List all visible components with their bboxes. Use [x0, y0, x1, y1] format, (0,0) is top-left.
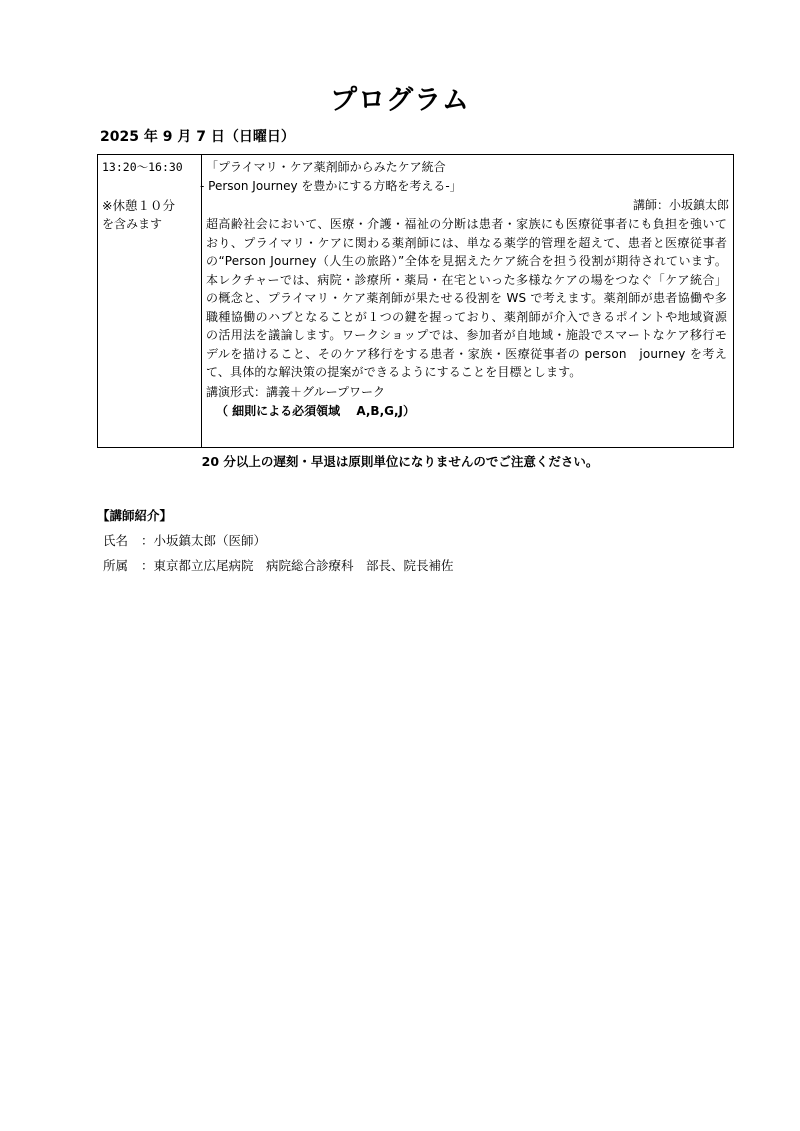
- lecture-subtitle: - Person Journey を豊かにする方略を考える-」: [200, 179, 462, 193]
- program-table: [97, 154, 734, 448]
- break-note-line1: ※休憩１０分: [102, 198, 175, 213]
- lecturer-credit: 講師：小坂鎮太郎: [632, 198, 729, 212]
- lecture-description: 超高齢社会において、医療・介護・福祉の分断は患者・家族にも医療従事者にも負担を強いており、プライマリ・ケアに関わる薬剤師には、単なる薬学的管理を超えて、患者と医療従事者の“Person Journey（人生の旅路）”全体を見据えたケア統合を担う役割が期待されています。本レクチャーでは、病院・診療所・薬局・在宅といった多様なケアの場をつなぐ「ケア統合」の概念と、プライマリ・ケア薬剤師が果たせる役割を WS で考えます。薬剤師が患者協働や多職種協働のハブとなることが１つの鍵を握っており、薬剤師が介入できるポイントや地域資源の活用法を議論します。ワークショップでは、参加者が自地域・施設でスマートなケア移行モデルを描けること、そのケア移行をする患者・家族・医療従事者の person journey を考えて、具体的な解決策の提案ができるようにすることを目標とします。: [206, 217, 727, 379]
- lecture-title: 「プライマリ・ケア薬剤師からみたケア統合: [206, 160, 446, 174]
- page-title: プログラム: [330, 85, 470, 116]
- lecturer-affiliation-row: [103, 556, 454, 574]
- lecturer-section-heading: 【講師紹介】: [97, 508, 173, 523]
- affiliation-value: ：東京都立広尾病院 病院総合診療科 部長、院長補佐: [141, 558, 454, 573]
- attendance-warning: 20 分以上の遅刻・早退は原則単位になりませんのでご注意ください。: [201, 454, 599, 469]
- name-value: ：小坂鎮太郎（医師）: [141, 533, 267, 548]
- affiliation-label: 所属: [103, 558, 129, 573]
- lecturer-name-row: [103, 531, 266, 549]
- break-note-line2: を含みます: [102, 217, 163, 231]
- event-date: 2025 年 9 月 7 日（日曜日）: [100, 129, 295, 145]
- lecture-format: 講演形式：講義＋グループワーク: [206, 384, 386, 399]
- required-areas: （ 細則による必須領域 A,B,G,J）: [216, 403, 416, 418]
- schedule-column: [98, 155, 202, 447]
- lecture-column: [202, 155, 733, 447]
- name-label: 氏名: [103, 533, 129, 548]
- session-time: 13:20～16:30: [102, 160, 183, 174]
